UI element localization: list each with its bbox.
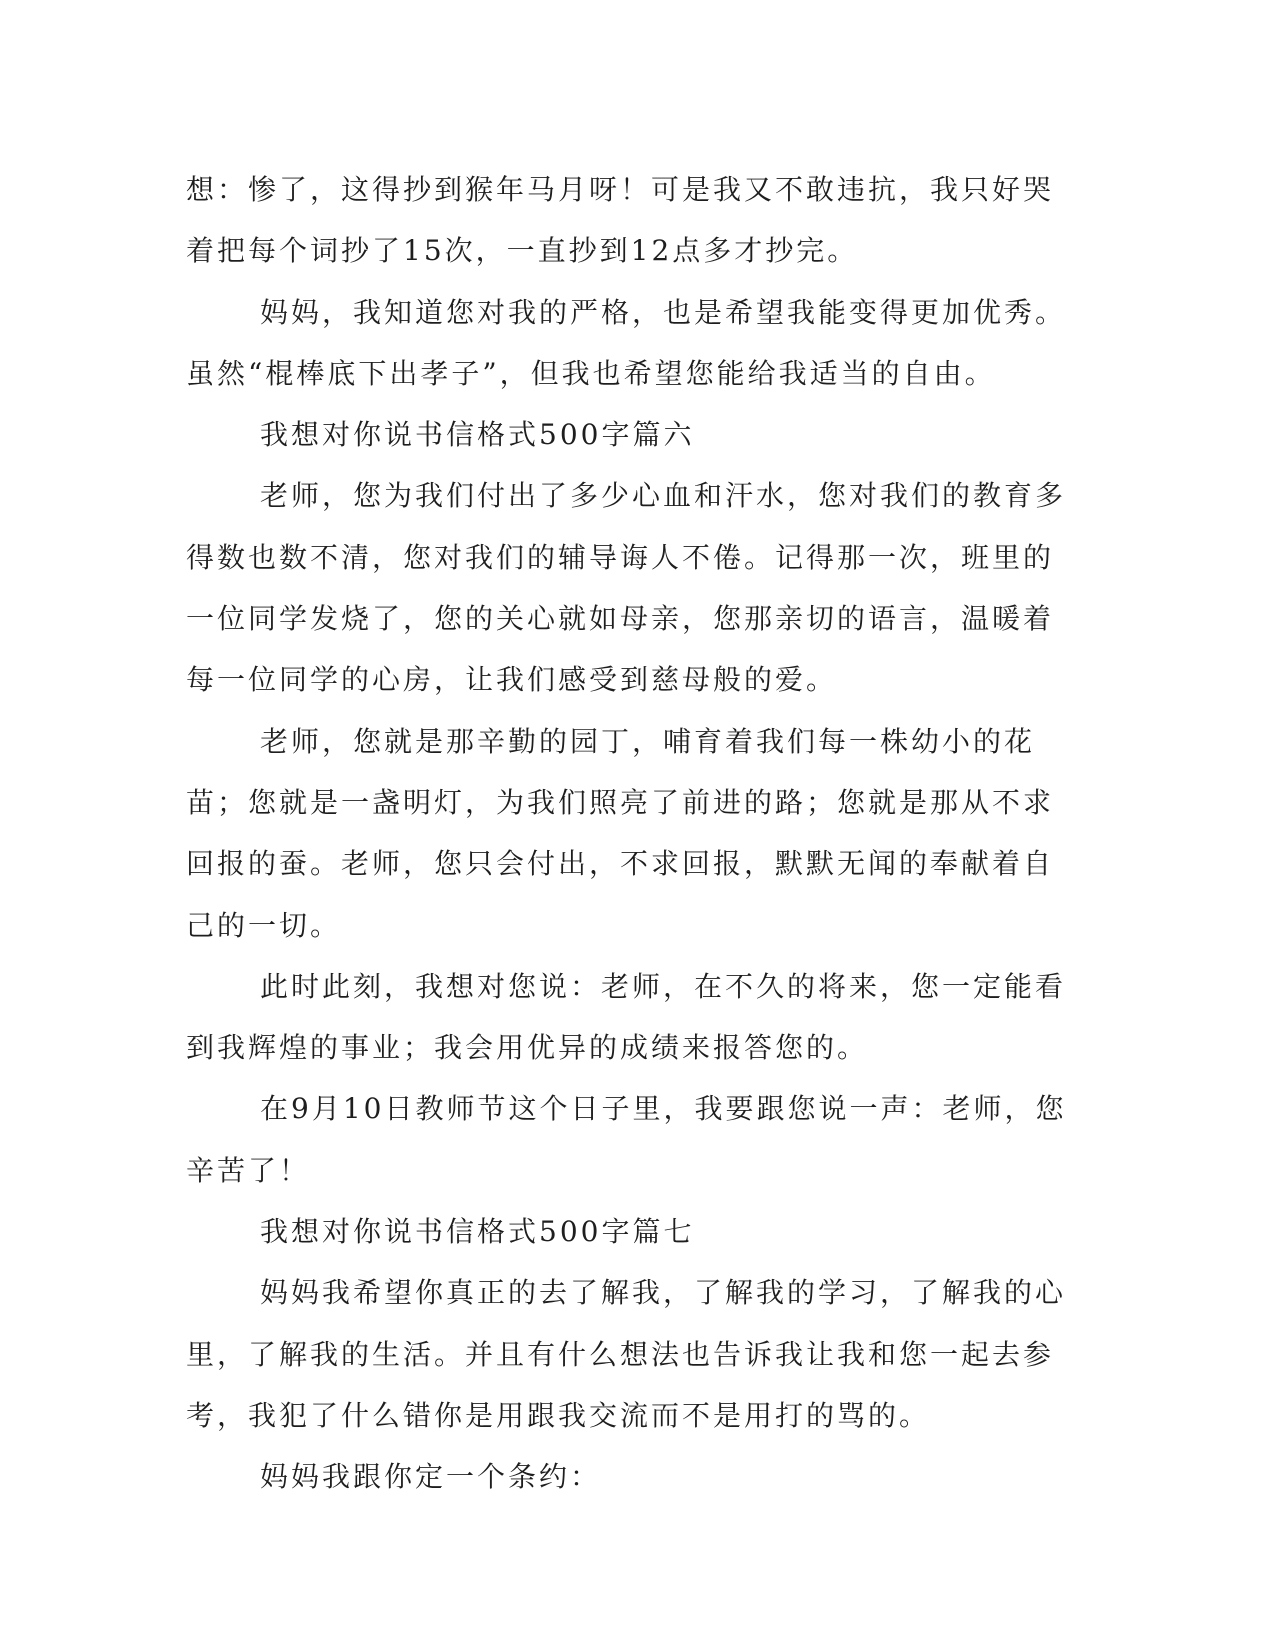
paragraph: 老师，您就是那辛勤的园丁，哺育着我们每一株幼小的花苗；您就是一盏明灯，为我们照亮了前进的路；您就是那从不求回报的蚕。老师，您只会付出，不求回报，默默无闻的奉献着自己的一切。 (186, 724, 1055, 942)
section-heading-6: 我想对你说书信格式500字篇六 (260, 418, 695, 452)
paragraph: 妈妈我跟你定一个条约： (260, 1460, 602, 1494)
section-heading-7: 我想对你说书信格式500字篇七 (260, 1215, 695, 1249)
paragraph: 老师，您为我们付出了多少心血和汗水，您对我们的教育多得数也数不清，您对我们的辅导诲人不倦。记得那一次，班里的一位同学发烧了，您的关心就如母亲，您那亲切的语言，温暖着每一位同学的心房，让我们感受到慈母般的爱。 (186, 479, 1067, 697)
paragraph: 在9月10日教师节这个日子里，我要跟您说一声：老师，您辛苦了！ (186, 1092, 1067, 1187)
document-body (186, 159, 1076, 1508)
paragraph: 此时此刻，我想对您说：老师，在不久的将来，您一定能看到我辉煌的事业；我会用优异的成绩来报答您的。 (186, 969, 1067, 1065)
paragraph: 妈妈，我知道您对我的严格，也是希望我能变得更加优秀。虽然“棍棒底下出孝子”，但我也希望您能给我适当的自由。 (186, 295, 1067, 390)
paragraph: 妈妈我希望你真正的去了解我，了解我的学习，了解我的心里，了解我的生活。并且有什么想法也告诉我让我和您一起去参考，我犯了什么错你是用跟我交流而不是用打的骂的。 (186, 1276, 1067, 1432)
paragraph-continuation: 想：惨了，这得抄到猴年马月呀！可是我又不敢违抗，我只好哭着把每个词抄了15次，一直抄到12点多才抄完。 (186, 173, 1055, 268)
